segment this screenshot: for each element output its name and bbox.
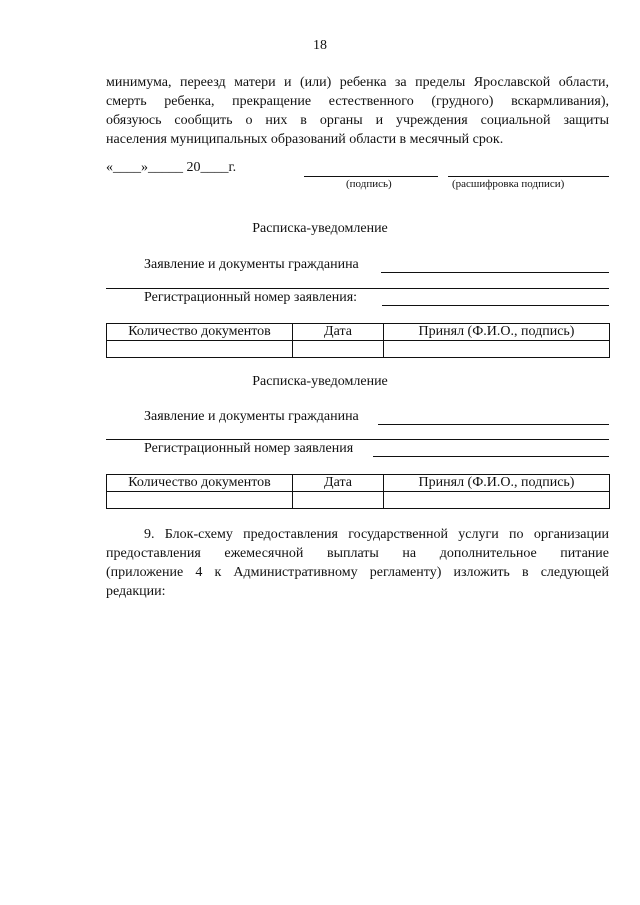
reg-number-row [106,441,609,459]
table-header-row [107,324,610,341]
reg-number-label: Регистрационный номер заявления: [144,290,358,305]
application-row [106,409,609,427]
application-blank[interactable] [378,424,609,425]
item-9-paragraph [106,525,609,601]
intro-paragraph [106,73,609,149]
application-label: Заявление и документы гражданина [144,257,359,272]
application-blank[interactable] [381,272,609,273]
page-number: 18 [313,38,327,53]
table-cell[interactable] [384,341,610,358]
text-line: населения муниципальных образований области в месячный срок. [106,132,504,147]
table-cell[interactable] [293,492,384,509]
receipt-title: Расписка-уведомление [252,374,388,389]
reg-number-blank[interactable] [382,305,609,306]
column-header: Принял (Ф.И.О., подпись) [384,475,610,492]
text-line: предоставления ежемесячной выплаты на дополнительное питание [106,546,609,561]
receipt-title: Расписка-уведомление [252,221,388,236]
blank-line[interactable] [106,439,609,440]
decoding-caption: (расшифровка подписи) [452,178,565,190]
text-line: минимума, переезд матери и (или) ребенка за пределы Ярославской области, [106,75,609,90]
receipt-table [106,474,610,509]
application-row [106,257,609,275]
receipt-table [106,323,610,358]
table-row [107,341,610,358]
application-label: Заявление и документы гражданина [144,409,359,424]
signature-line [304,176,438,177]
text-line: (приложение 4 к Административному регламенту) изложить в следующей [106,565,609,580]
table-cell[interactable] [293,341,384,358]
text-line: смерть ребенка, прекращение естественного (грудного) вскармливания), [106,94,609,109]
text-line: 9. Блок-схему предоставления государственной услуги по организации [144,527,609,542]
blank-line[interactable] [106,288,609,289]
column-header: Дата [293,324,384,341]
reg-number-blank[interactable] [373,456,609,457]
text-line: редакции: [106,584,166,599]
reg-number-label: Регистрационный номер заявления [144,441,354,456]
signature-row [106,160,609,196]
column-header: Принял (Ф.И.О., подпись) [384,324,610,341]
date-template: «____»_____ 20____г. [106,160,237,175]
table-cell[interactable] [107,492,293,509]
column-header: Количество документов [107,475,293,492]
table-header-row [107,475,610,492]
text-line: обязуюсь сообщить о них в органы и учреждения социальной защиты [106,113,609,128]
decoding-line [448,176,609,177]
table-cell[interactable] [107,341,293,358]
signature-caption: (подпись) [346,178,392,190]
reg-number-row [106,290,609,308]
table-row [107,492,610,509]
column-header: Количество документов [107,324,293,341]
table-cell[interactable] [384,492,610,509]
column-header: Дата [293,475,384,492]
